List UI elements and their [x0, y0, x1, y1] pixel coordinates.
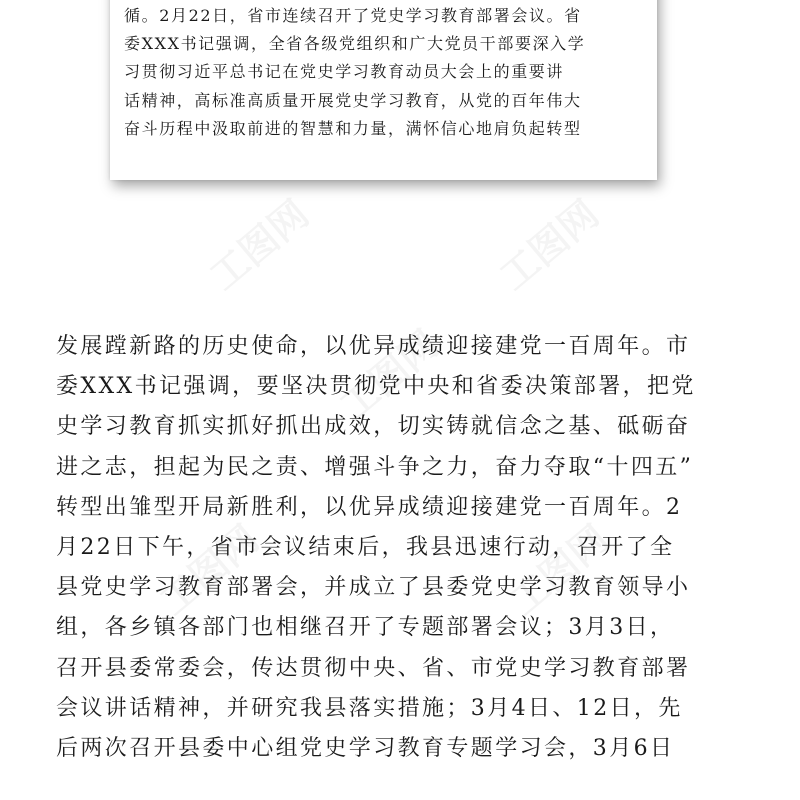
card-line: 话精神，高标准高质量开展党史学习教育，从党的百年伟大 — [124, 90, 582, 110]
body-line: 发展蹚新路的历史使命，以优异成绩迎接建党一百周年。市 — [56, 334, 691, 359]
body-line: 委XXX书记强调，要坚决贯彻党中央和省委决策部署，把党 — [56, 374, 696, 400]
watermark — [486, 185, 609, 300]
body-paragraph — [56, 327, 746, 769]
body-line: 召开县委常委会，传达贯彻中央、省、市党史学习教育部署 — [56, 655, 691, 681]
page-card — [110, 0, 657, 180]
card-line: 习贯彻习近平总书记在党史学习教育动员大会上的重要讲 — [124, 62, 565, 82]
card-line: 奋斗历程中汲取前进的智慧和力量，满怀信心地肩负起转型 — [124, 118, 582, 138]
body-line: 后两次召开县委中心组党史学习教育专题学习会，3月6日 — [56, 736, 675, 762]
watermark — [196, 185, 319, 300]
card-line: 委XXX书记强调，全省各级党组织和广大党员干部要深入学 — [124, 34, 586, 54]
body-line: 组，各乡镇各部门也相继召开了专题部署会议；3月3日， — [56, 615, 675, 641]
body-line: 会议讲话精神，并研究我县落实措施；3月4日、12日，先 — [56, 695, 683, 721]
card-line: 循。2月22日，省市连续召开了党史学习教育部署会议。省 — [124, 6, 582, 25]
card-paragraph — [124, 2, 644, 143]
body-line: 月22日下午，省市会议结束后，我县迅速行动，召开了全 — [56, 535, 675, 561]
body-line: 转型出雏型开局新胜利，以优异成绩迎接建党一百周年。2 — [56, 494, 683, 520]
body-line: 史学习教育抓实抓好抓出成效，切实铸就信念之基、砥砺奋 — [56, 414, 691, 440]
body-line: 县党史学习教育部署会，并成立了县委党史学习教育领导小 — [56, 575, 691, 601]
body-line: 进之志，担起为民之责、增强斗争之力，奋力夺取“十四五” — [56, 454, 694, 480]
